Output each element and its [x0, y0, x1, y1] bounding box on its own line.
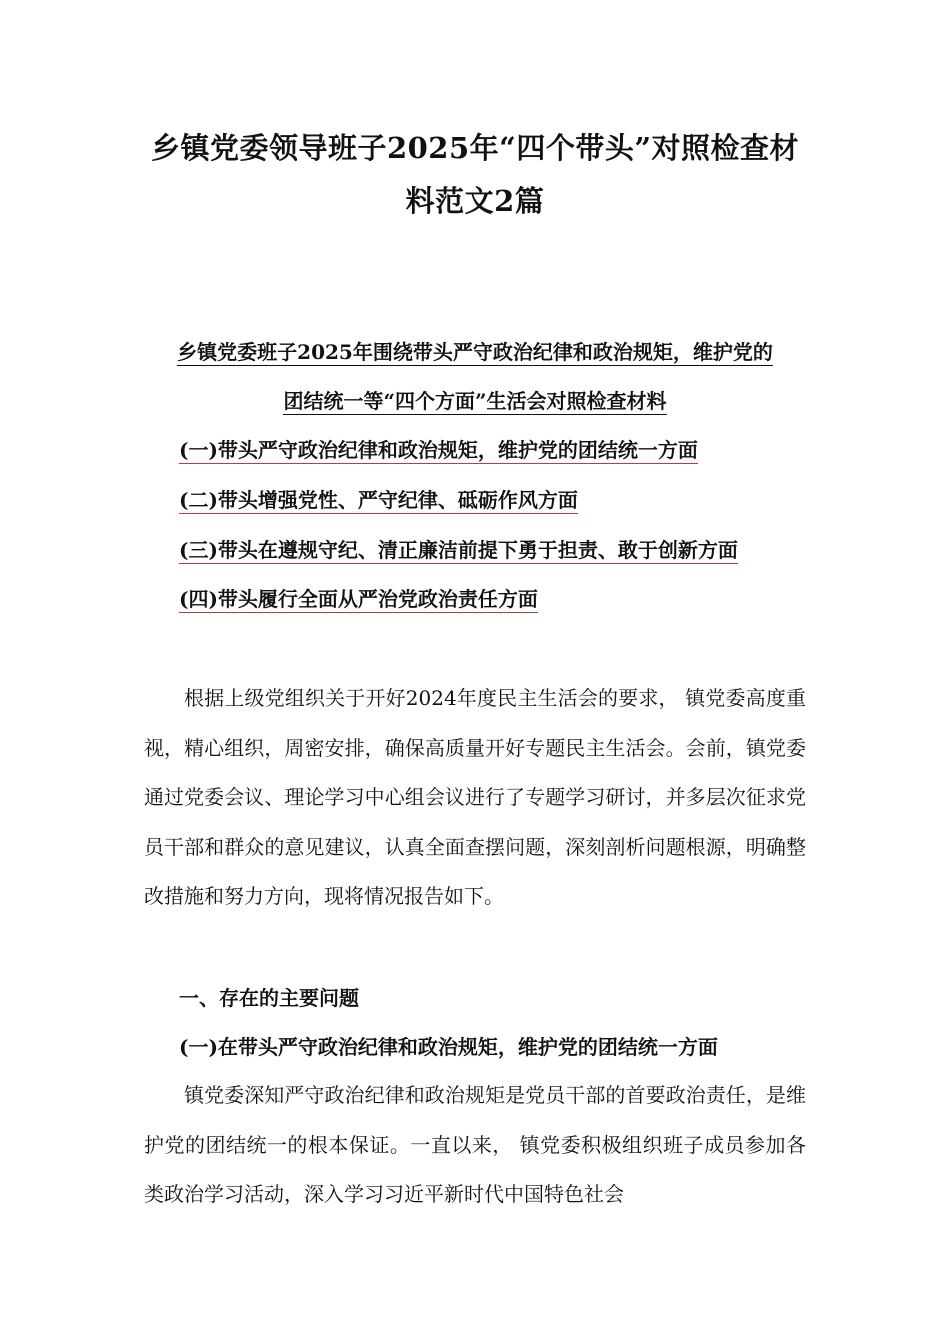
- toc-link-2-text[interactable]: (二)带头增强党性、严守纪律、砥砺作风方面: [179, 488, 578, 512]
- subsection-heading: (一)在带头严守政治纪律和政治规矩，维护党的团结统一方面: [179, 1035, 718, 1059]
- subtitle-line-2-text: 团结统一等“四个方面”生活会对照检查材料: [283, 389, 667, 413]
- intro-paragraph: 根据上级党组织关于开好2024年度民主生活会的要求， 镇党委高度重视，精心组织，周密安排，确保高质量开好专题民主生活会。会前，镇党委通过党委会议、理论学习中心组会议进行了专题学习研讨，并多层次征求党员干部和群众的意见建议，认真全面查摆问题，深刻剖析问题根源，明确整改措施和努力方向，现将情况报告如下。: [144, 686, 806, 908]
- subtitle-line-2: [100, 386, 850, 416]
- toc-link-4[interactable]: [179, 584, 538, 614]
- toc-link-3-text[interactable]: (三)带头在遵规守纪、清正廉洁前提下勇于担责、敢于创新方面: [179, 538, 738, 562]
- toc-link-4-text[interactable]: (四)带头履行全面从严治党政治责任方面: [179, 587, 538, 611]
- subtitle-line-1-text: 乡镇党委班子2025年围绕带头严守政治纪律和政治规矩，维护党的: [177, 340, 773, 364]
- toc-link-3[interactable]: [179, 535, 738, 565]
- toc-link-1-text[interactable]: (一)带头严守政治纪律和政治规矩，维护党的团结统一方面: [179, 438, 698, 462]
- toc-link-1[interactable]: [179, 435, 698, 465]
- section-heading: 一、存在的主要问题: [179, 986, 359, 1010]
- document-title-line-1: 乡镇党委领导班子2025年“四个带头”对照检查材: [150, 131, 800, 165]
- subtitle-line-1: [100, 337, 850, 367]
- toc-link-2[interactable]: [179, 485, 578, 515]
- document-title-line-2: 料范文2篇: [405, 184, 545, 218]
- body-paragraph: 镇党委深知严守政治纪律和政治规矩是党员干部的首要政治责任，是维护党的团结统一的根本保证。一直以来， 镇党委积极组织班子成员参加各类政治学习活动，深入学习习近平新时代中国特色社会: [144, 1083, 806, 1206]
